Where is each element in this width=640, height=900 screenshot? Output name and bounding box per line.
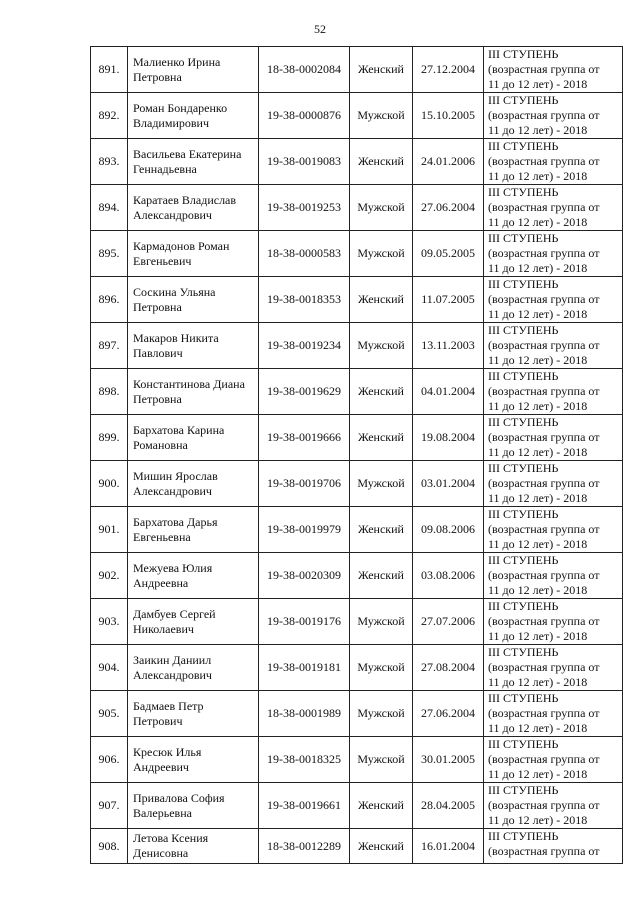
level-title: III СТУПЕНЬ: [488, 783, 559, 797]
age-range-line: 11 до 12 лет) - 2018: [488, 123, 588, 137]
table-row: [91, 93, 623, 139]
table-row: [91, 691, 623, 737]
age-group-line: (возрастная группа от: [488, 522, 600, 536]
birth-date-cell: 28.04.2005: [413, 783, 484, 829]
name-line: Васильева Екатерина: [133, 146, 242, 161]
name-line: Константинова Диана: [133, 376, 245, 391]
level-cell: [484, 139, 623, 185]
table-row: [91, 323, 623, 369]
row-number-cell: 896.: [91, 277, 128, 323]
level-cell: [484, 231, 623, 277]
patronymic-line: Петровна: [133, 299, 182, 314]
level-title: III СТУПЕНЬ: [488, 185, 559, 199]
birth-date-cell: 27.08.2004: [413, 645, 484, 691]
row-number-cell: 901.: [91, 507, 128, 553]
birth-date-cell: 04.01.2004: [413, 369, 484, 415]
birth-date-cell: 03.01.2004: [413, 461, 484, 507]
age-group-line: (возрастная группа от: [488, 706, 600, 720]
level-cell: [484, 369, 623, 415]
full-name-cell: [128, 829, 259, 864]
gender-cell: Мужской: [350, 93, 413, 139]
level-cell: [484, 93, 623, 139]
age-range-line: 11 до 12 лет) - 2018: [488, 353, 588, 367]
full-name-cell: [128, 185, 259, 231]
gender-cell: Мужской: [350, 231, 413, 277]
row-number-cell: 906.: [91, 737, 128, 783]
age-range-line: 11 до 12 лет) - 2018: [488, 261, 588, 275]
age-group-line: (возрастная группа от: [488, 430, 600, 444]
gender-cell: Мужской: [350, 323, 413, 369]
patronymic-line: Павлович: [133, 345, 183, 360]
gender-cell: Мужской: [350, 645, 413, 691]
table-row: [91, 461, 623, 507]
age-range-line: 11 до 12 лет) - 2018: [488, 583, 588, 597]
patronymic-line: Андреевна: [133, 575, 189, 590]
patronymic-line: Евгеньевич: [133, 253, 192, 268]
level-cell: [484, 323, 623, 369]
row-number-cell: 903.: [91, 599, 128, 645]
gender-cell: Мужской: [350, 185, 413, 231]
level-cell: [484, 783, 623, 829]
table-row: [91, 231, 623, 277]
gender-cell: Мужской: [350, 691, 413, 737]
level-title: III СТУПЕНЬ: [488, 737, 559, 751]
level-cell: [484, 553, 623, 599]
full-name-cell: [128, 139, 259, 185]
patronymic-line: Николаевич: [133, 621, 194, 636]
full-name-cell: [128, 323, 259, 369]
level-title: III СТУПЕНЬ: [488, 47, 559, 61]
age-group-line: (возрастная группа от: [488, 292, 600, 306]
age-range-line: 11 до 12 лет) - 2018: [488, 537, 588, 551]
patronymic-line: Геннадьевна: [133, 161, 197, 176]
row-number-cell: 893.: [91, 139, 128, 185]
row-number-cell: 907.: [91, 783, 128, 829]
gender-cell: Женский: [350, 415, 413, 461]
id-number-cell: 18-38-0012289: [259, 829, 350, 864]
level-title: III СТУПЕНЬ: [488, 645, 559, 659]
patronymic-line: Андреевич: [133, 759, 189, 774]
id-number-cell: 19-38-0000876: [259, 93, 350, 139]
id-number-cell: 19-38-0018353: [259, 277, 350, 323]
id-number-cell: 19-38-0019083: [259, 139, 350, 185]
name-line: Макаров Никита: [133, 330, 219, 345]
age-group-line: (возрастная группа от: [488, 568, 600, 582]
level-cell: [484, 829, 623, 864]
birth-date-cell: 19.08.2004: [413, 415, 484, 461]
row-number-cell: 895.: [91, 231, 128, 277]
level-cell: [484, 415, 623, 461]
full-name-cell: [128, 369, 259, 415]
table-row: [91, 829, 623, 864]
birth-date-cell: 13.11.2003: [413, 323, 484, 369]
age-group-line: (возрастная группа от: [488, 660, 600, 674]
patronymic-line: Александрович: [133, 483, 212, 498]
birth-date-cell: 27.06.2004: [413, 691, 484, 737]
full-name-cell: [128, 461, 259, 507]
age-range-line: 11 до 12 лет) - 2018: [488, 721, 588, 735]
level-title: III СТУПЕНЬ: [488, 369, 559, 383]
age-range-line: 11 до 12 лет) - 2018: [488, 307, 588, 321]
gender-cell: Женский: [350, 277, 413, 323]
level-cell: [484, 599, 623, 645]
level-title: III СТУПЕНЬ: [488, 323, 559, 337]
page-number: 52: [314, 22, 326, 36]
full-name-cell: [128, 277, 259, 323]
id-number-cell: 19-38-0019666: [259, 415, 350, 461]
table-row: [91, 599, 623, 645]
level-cell: [484, 645, 623, 691]
age-range-line: 11 до 12 лет) - 2018: [488, 491, 588, 505]
level-title: III СТУПЕНЬ: [488, 553, 559, 567]
name-line: Мишин Ярослав: [133, 468, 218, 483]
row-number-cell: 899.: [91, 415, 128, 461]
birth-date-cell: 16.01.2004: [413, 829, 484, 864]
level-cell: [484, 185, 623, 231]
name-line: Заикин Даниил: [133, 652, 212, 667]
patronymic-line: Евгеньевна: [133, 529, 191, 544]
full-name-cell: [128, 415, 259, 461]
age-range-line: 11 до 12 лет) - 2018: [488, 629, 588, 643]
row-number-cell: 891.: [91, 47, 128, 93]
gender-cell: Женский: [350, 507, 413, 553]
id-number-cell: 19-38-0019706: [259, 461, 350, 507]
age-range-line: 11 до 12 лет) - 2018: [488, 445, 588, 459]
level-title: III СТУПЕНЬ: [488, 139, 559, 153]
name-line: Бадмаев Петр: [133, 698, 204, 713]
name-line: Межуева Юлия: [133, 560, 213, 575]
age-range-line: 11 до 12 лет) - 2018: [488, 77, 588, 91]
full-name-cell: [128, 47, 259, 93]
patronymic-line: Александрович: [133, 207, 212, 222]
name-line: Привалова София: [133, 790, 225, 805]
patronymic-line: Денисовна: [133, 846, 189, 860]
gender-cell: Женский: [350, 47, 413, 93]
level-title: III СТУПЕНЬ: [488, 415, 559, 429]
level-title: III СТУПЕНЬ: [488, 277, 559, 291]
id-number-cell: 18-38-0002084: [259, 47, 350, 93]
level-title: III СТУПЕНЬ: [488, 93, 559, 107]
id-number-cell: 19-38-0018325: [259, 737, 350, 783]
level-title: III СТУПЕНЬ: [488, 599, 559, 613]
full-name-cell: [128, 737, 259, 783]
name-line: Бархатова Дарья: [133, 514, 218, 529]
table-row: [91, 415, 623, 461]
age-group-line: (возрастная группа от: [488, 108, 600, 122]
table-row: [91, 185, 623, 231]
birth-date-cell: 27.06.2004: [413, 185, 484, 231]
level-title: III СТУПЕНЬ: [488, 461, 559, 475]
table-row: [91, 139, 623, 185]
level-cell: [484, 507, 623, 553]
birth-date-cell: 27.07.2006: [413, 599, 484, 645]
row-number-cell: 897.: [91, 323, 128, 369]
row-number-cell: 894.: [91, 185, 128, 231]
id-number-cell: 19-38-0019979: [259, 507, 350, 553]
age-group-line: (возрастная группа от: [488, 752, 600, 766]
age-group-line: (возрастная группа от: [488, 384, 600, 398]
name-line: Летова Ксения: [133, 831, 209, 845]
birth-date-cell: 09.08.2006: [413, 507, 484, 553]
birth-date-cell: 09.05.2005: [413, 231, 484, 277]
age-range-line: 11 до 12 лет) - 2018: [488, 399, 588, 413]
table-row: [91, 369, 623, 415]
age-range-line: 11 до 12 лет) - 2018: [488, 675, 588, 689]
table-row: [91, 553, 623, 599]
birth-date-cell: 03.08.2006: [413, 553, 484, 599]
patronymic-line: Владимирович: [133, 115, 209, 130]
gender-cell: Женский: [350, 139, 413, 185]
table-row: [91, 507, 623, 553]
level-title: III СТУПЕНЬ: [488, 691, 559, 705]
row-number-cell: 908.: [91, 829, 128, 864]
id-number-cell: 19-38-0019253: [259, 185, 350, 231]
name-line: Роман Бондаренко: [133, 100, 228, 115]
row-number-cell: 905.: [91, 691, 128, 737]
patronymic-line: Валерьевна: [133, 805, 192, 820]
full-name-cell: [128, 553, 259, 599]
gender-cell: Женский: [350, 783, 413, 829]
level-cell: [484, 47, 623, 93]
gender-cell: Женский: [350, 369, 413, 415]
row-number-cell: 892.: [91, 93, 128, 139]
patronymic-line: Петровна: [133, 69, 182, 84]
age-range-line: 11 до 12 лет) - 2018: [488, 767, 588, 781]
age-group-line: (возрастная группа от: [488, 62, 600, 76]
level-cell: [484, 737, 623, 783]
patronymic-line: Романовна: [133, 437, 188, 452]
name-line: Соскина Ульяна: [133, 284, 216, 299]
age-group-line: (возрастная группа от: [488, 246, 600, 260]
id-number-cell: 19-38-0020309: [259, 553, 350, 599]
birth-date-cell: 15.10.2005: [413, 93, 484, 139]
row-number-cell: 904.: [91, 645, 128, 691]
name-line: Бархатова Карина: [133, 422, 225, 437]
full-name-cell: [128, 231, 259, 277]
id-number-cell: 18-38-0000583: [259, 231, 350, 277]
age-group-line: (возрастная группа от: [488, 614, 600, 628]
level-title: III СТУПЕНЬ: [488, 231, 559, 245]
name-line: Кресюк Илья: [133, 744, 202, 759]
registry-table-body: [91, 47, 623, 864]
full-name-cell: [128, 507, 259, 553]
level-cell: [484, 277, 623, 323]
age-group-line: (возрастная группа от: [488, 338, 600, 352]
gender-cell: Мужской: [350, 599, 413, 645]
full-name-cell: [128, 645, 259, 691]
table-row: [91, 47, 623, 93]
birth-date-cell: 11.07.2005: [413, 277, 484, 323]
row-number-cell: 900.: [91, 461, 128, 507]
row-number-cell: 902.: [91, 553, 128, 599]
gender-cell: Мужской: [350, 737, 413, 783]
name-line: Кармадонов Роман: [133, 238, 230, 253]
row-number-cell: 898.: [91, 369, 128, 415]
level-cell: [484, 461, 623, 507]
age-group-line: (возрастная группа от: [488, 798, 600, 812]
id-number-cell: 19-38-0019629: [259, 369, 350, 415]
patronymic-line: Петровна: [133, 391, 182, 406]
table-row: [91, 737, 623, 783]
id-number-cell: 19-38-0019176: [259, 599, 350, 645]
age-range-line: 11 до 12 лет) - 2018: [488, 169, 588, 183]
birth-date-cell: 30.01.2005: [413, 737, 484, 783]
id-number-cell: 18-38-0001989: [259, 691, 350, 737]
full-name-cell: [128, 691, 259, 737]
level-title: III СТУПЕНЬ: [488, 507, 559, 521]
level-cell: [484, 691, 623, 737]
age-group-line: (возрастная группа от: [488, 476, 600, 490]
registry-table: [90, 46, 623, 864]
age-range-line: 11 до 12 лет) - 2018: [488, 215, 588, 229]
level-title: III СТУПЕНЬ: [488, 829, 559, 843]
name-line: Каратаев Владислав: [133, 192, 237, 207]
age-group-line: (возрастная группа от: [488, 844, 600, 858]
patronymic-line: Петрович: [133, 713, 183, 728]
gender-cell: Женский: [350, 829, 413, 864]
id-number-cell: 19-38-0019181: [259, 645, 350, 691]
gender-cell: Мужской: [350, 461, 413, 507]
table-row: [91, 645, 623, 691]
birth-date-cell: 27.12.2004: [413, 47, 484, 93]
id-number-cell: 19-38-0019661: [259, 783, 350, 829]
full-name-cell: [128, 599, 259, 645]
age-group-line: (возрастная группа от: [488, 154, 600, 168]
id-number-cell: 19-38-0019234: [259, 323, 350, 369]
birth-date-cell: 24.01.2006: [413, 139, 484, 185]
age-range-line: 11 до 12 лет) - 2018: [488, 813, 588, 827]
gender-cell: Женский: [350, 553, 413, 599]
full-name-cell: [128, 93, 259, 139]
age-group-line: (возрастная группа от: [488, 200, 600, 214]
name-line: Малиенко Ирина: [133, 54, 221, 69]
table-row: [91, 783, 623, 829]
name-line: Дамбуев Сергей: [133, 606, 216, 621]
full-name-cell: [128, 783, 259, 829]
table-row: [91, 277, 623, 323]
patronymic-line: Александрович: [133, 667, 212, 682]
